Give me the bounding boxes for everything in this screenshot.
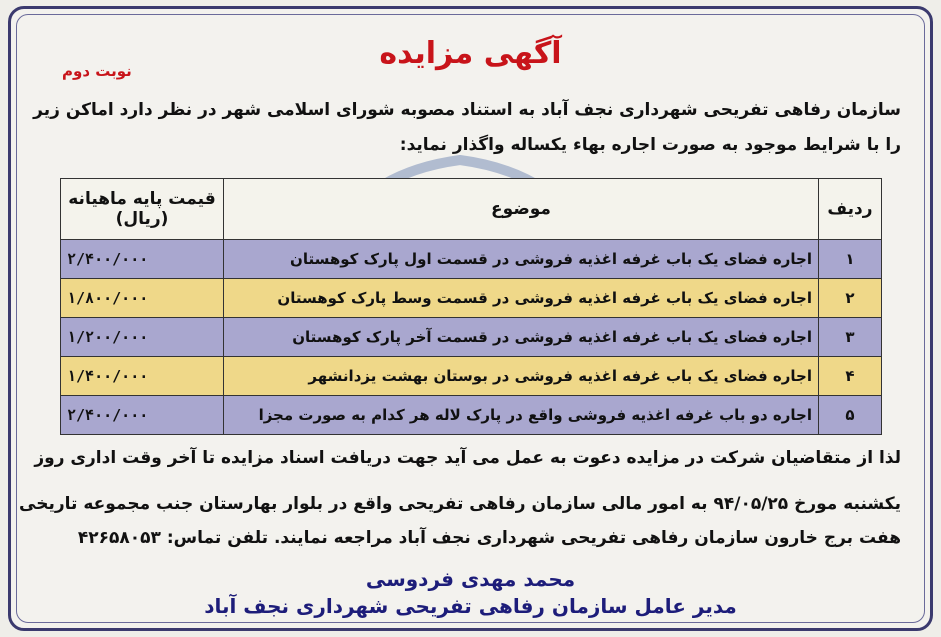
row-price: ۲/۴۰۰/۰۰۰ — [61, 240, 224, 279]
row-radif: ۳ — [819, 318, 882, 357]
row-price: ۱/۸۰۰/۰۰۰ — [61, 279, 224, 318]
row-radif: ۲ — [819, 279, 882, 318]
row-subject: اجاره فضای یک باب غرفه اغذیه فروشی در قسمت وسط پارک کوهستان — [224, 279, 819, 318]
body-line-3: هفت برج خارون سازمان رفاهی تفریحی شهرداری نجف آباد مراجعه نمایند. تلفن تماس: ۴۲۶۵۸۰۵۳ — [77, 528, 901, 548]
notice-title: آگهی مزایده — [379, 36, 562, 71]
intro-line-2: را با شرایط موجود به صورت اجاره بهاء یکساله واگذار نماید: — [399, 135, 901, 155]
header-radif: ردیف — [819, 179, 882, 240]
header-subject: موضوع — [224, 179, 819, 240]
table-row — [61, 318, 882, 357]
signer-name: محمد مهدی فردوسی — [365, 567, 576, 591]
row-radif: ۱ — [819, 240, 882, 279]
round-label: نوبت دوم — [62, 62, 132, 80]
row-radif: ۵ — [819, 396, 882, 435]
table-row — [61, 357, 882, 396]
row-subject: اجاره فضای یک باب غرفه اغذیه فروشی در بوستان بهشت یزدانشهر — [224, 357, 819, 396]
signer-title: مدیر عامل سازمان رفاهی تفریحی شهرداری نجف آباد — [204, 594, 737, 618]
row-subject: اجاره فضای یک باب غرفه اغذیه فروشی در قسمت آخر پارک کوهستان — [224, 318, 819, 357]
intro-line-1: سازمان رفاهی تفریحی شهرداری نجف آباد به استناد مصوبه شورای اسلامی شهر در نظر دارد اماکن زیر — [33, 100, 901, 120]
row-subject: اجاره دو باب غرفه اغذیه فروشی واقع در پارک لاله هر کدام به صورت مجزا — [224, 396, 819, 435]
body-line-2: یکشنبه مورخ ۹۴/۰۵/۲۵ به امور مالی سازمان رفاهی تفریحی واقع در بلوار بهارستان جنب مجموعه تاریخی — [19, 494, 901, 514]
table-row — [61, 240, 882, 279]
table-header-row — [61, 179, 882, 240]
row-price: ۱/۴۰۰/۰۰۰ — [61, 357, 224, 396]
row-subject: اجاره فضای یک باب غرفه اغذیه فروشی در قسمت اول پارک کوهستان — [224, 240, 819, 279]
table-row — [61, 396, 882, 435]
header-price: قیمت پایه ماهیانه (ریال) — [61, 179, 224, 240]
row-price: ۲/۴۰۰/۰۰۰ — [61, 396, 224, 435]
row-price: ۱/۲۰۰/۰۰۰ — [61, 318, 224, 357]
auction-items-table — [60, 178, 882, 435]
row-radif: ۴ — [819, 357, 882, 396]
table-row — [61, 279, 882, 318]
body-line-1: لذا از متقاضیان شرکت در مزایده دعوت به عمل می آید جهت دریافت اسناد مزایده تا آخر وقت اداری روز — [34, 448, 901, 468]
